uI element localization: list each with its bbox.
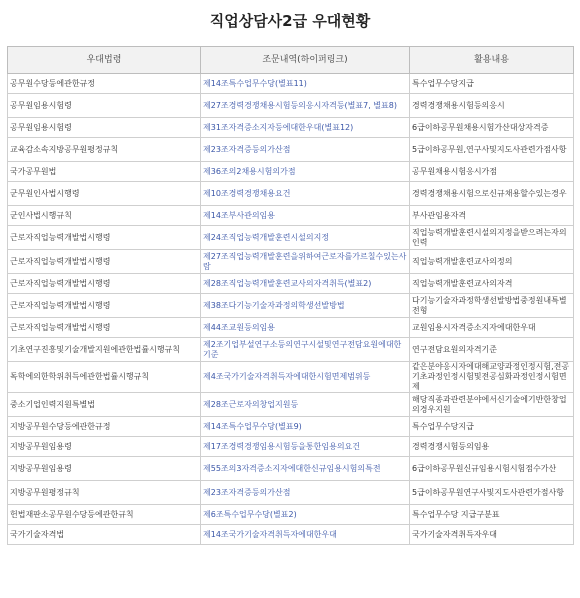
use-cell: 특수업무수당 지급구분표 — [410, 505, 574, 525]
table-row — [8, 182, 574, 206]
law-cell: 군인사법시행규칙 — [8, 206, 201, 226]
table-row — [8, 294, 574, 318]
law-cell: 군무원인사법시행령 — [8, 182, 201, 206]
column-header-law: 우대법령 — [8, 47, 201, 74]
article-link[interactable]: 제38조다기능기술자과정의학생선발방법 — [201, 294, 410, 318]
use-cell: 다기능기술자과정학생선발방법중정원내특별전형 — [410, 294, 574, 318]
article-link[interactable]: 제24조직업능력개발훈련시설의지정 — [201, 226, 410, 250]
use-cell: 같은분야응시자에대해교양과정인정시험,전공기초과정인정시험및전공심화과정인정시험면제 — [410, 362, 574, 393]
article-link[interactable]: 제36조의2채용시험의가점 — [201, 162, 410, 182]
table-row — [8, 318, 574, 338]
table-row — [8, 481, 574, 505]
article-link[interactable]: 제28조근로자의창업지원등 — [201, 393, 410, 417]
article-link[interactable]: 제14조특수업무수당(별표9) — [201, 417, 410, 437]
use-cell: 특수업무수당지급 — [410, 74, 574, 94]
law-cell: 기초연구진흥및기술개발지원에관한법률시행규칙 — [8, 338, 201, 362]
table-row — [8, 525, 574, 545]
law-cell: 근로자직업능력개발법시행령 — [8, 294, 201, 318]
law-cell: 국가기술자격법 — [8, 525, 201, 545]
table-row — [8, 226, 574, 250]
law-cell: 독학에의한학위취득에관한법률시행규칙 — [8, 362, 201, 393]
law-cell: 지방공무원임용령 — [8, 457, 201, 481]
article-link[interactable]: 제44조교원등의임용 — [201, 318, 410, 338]
column-header-article: 조문내역(하이퍼링크) — [201, 47, 410, 74]
table-row — [8, 437, 574, 457]
qualification-benefits-table — [7, 46, 574, 545]
table-row — [8, 274, 574, 294]
use-cell: 경력경쟁시험등의임용 — [410, 437, 574, 457]
use-cell: 경력경쟁채용시험등의응시 — [410, 94, 574, 118]
law-cell: 공무원수당등에관한규정 — [8, 74, 201, 94]
law-cell: 근로자직업능력개발법시행령 — [8, 226, 201, 250]
law-cell: 근로자직업능력개발법시행령 — [8, 274, 201, 294]
law-cell: 중소기업인력지원특별법 — [8, 393, 201, 417]
article-link[interactable]: 제23조자격증등의가산점 — [201, 481, 410, 505]
article-link[interactable]: 제31조자격증소지자등에대한우대(별표12) — [201, 118, 410, 138]
article-link[interactable]: 제27조직업능력개발훈련을위하여근로자를가르칠수있는사람 — [201, 250, 410, 274]
table-row — [8, 138, 574, 162]
use-cell: 5급이하공무원,연구사및지도사관련가점사항 — [410, 138, 574, 162]
column-header-use: 활용내용 — [410, 47, 574, 74]
table-row — [8, 206, 574, 226]
law-cell: 지방공무원평정규칙 — [8, 481, 201, 505]
law-cell: 근로자직업능력개발법시행령 — [8, 318, 201, 338]
page-title: 직업상담사2급 우대현황 — [209, 12, 371, 30]
law-cell: 근로자직업능력개발법시행령 — [8, 250, 201, 274]
law-cell: 교육감소속지방공무원평정규칙 — [8, 138, 201, 162]
table-header-row — [8, 47, 574, 74]
table-row — [8, 393, 574, 417]
use-cell: 연구전담요원의자격기준 — [410, 338, 574, 362]
article-link[interactable]: 제28조직업능력개발훈련교사의자격취득(별표2) — [201, 274, 410, 294]
law-cell: 국가공무원법 — [8, 162, 201, 182]
use-cell: 직업능력개발훈련교사의정의 — [410, 250, 574, 274]
article-link[interactable]: 제14조부사관의임용 — [201, 206, 410, 226]
article-link[interactable]: 제14조국가기술자격취득자에대한우대 — [201, 525, 410, 545]
law-cell: 공무원임용시험령 — [8, 118, 201, 138]
law-cell: 공무원임용시험령 — [8, 94, 201, 118]
article-link[interactable]: 제14조특수업무수당(별표11) — [201, 74, 410, 94]
use-cell: 6급이하공무원신규임용시험시험점수가산 — [410, 457, 574, 481]
use-cell: 국가기술자격취득자우대 — [410, 525, 574, 545]
article-link[interactable]: 제6조특수업무수당(별표2) — [201, 505, 410, 525]
table-row — [8, 362, 574, 393]
use-cell: 직업능력개발훈련교사의자격 — [410, 274, 574, 294]
use-cell: 부사관임용자격 — [410, 206, 574, 226]
use-cell: 6급이하공무원채용시험가산대상자격증 — [410, 118, 574, 138]
table-row — [8, 457, 574, 481]
table-row — [8, 417, 574, 437]
table-row — [8, 162, 574, 182]
article-link[interactable]: 제17조경력경쟁임용시험등을통한임용의요건 — [201, 437, 410, 457]
use-cell: 5급이하공무원연구사및지도사관련가점사항 — [410, 481, 574, 505]
use-cell: 공무원채용시험응시가점 — [410, 162, 574, 182]
table-row — [8, 505, 574, 525]
use-cell: 교원임용시자격증소지자에대한우대 — [410, 318, 574, 338]
law-cell: 헌법재판소공무원수당등에관한규칙 — [8, 505, 201, 525]
use-cell: 경력경쟁채용시험으로신규채용할수있는경우 — [410, 182, 574, 206]
table-row — [8, 94, 574, 118]
law-cell: 지방공무원임용령 — [8, 437, 201, 457]
table-row — [8, 338, 574, 362]
use-cell: 직업능력개발훈련시설의지정을받으려는자의인력 — [410, 226, 574, 250]
table-row — [8, 118, 574, 138]
article-link[interactable]: 제27조경력경쟁채용시험등의응시자격등(별표7, 별표8) — [201, 94, 410, 118]
article-link[interactable]: 제2조기업부설연구소등의연구시설및연구전담요원에대한기준 — [201, 338, 410, 362]
article-link[interactable]: 제23조자격증등의가산점 — [201, 138, 410, 162]
article-link[interactable]: 제4조국가기술자격취득자에대한시험면제범위등 — [201, 362, 410, 393]
table-row — [8, 74, 574, 94]
use-cell: 특수업무수당지급 — [410, 417, 574, 437]
article-link[interactable]: 제10조경력경쟁채용요건 — [201, 182, 410, 206]
article-link[interactable]: 제55조의3자격증소지자에대한신규임용시험의특전 — [201, 457, 410, 481]
use-cell: 해당직종과관련분야에서신기술에기반한창업의경우지원 — [410, 393, 574, 417]
law-cell: 지방공무원수당등에관한규정 — [8, 417, 201, 437]
table-row — [8, 250, 574, 274]
